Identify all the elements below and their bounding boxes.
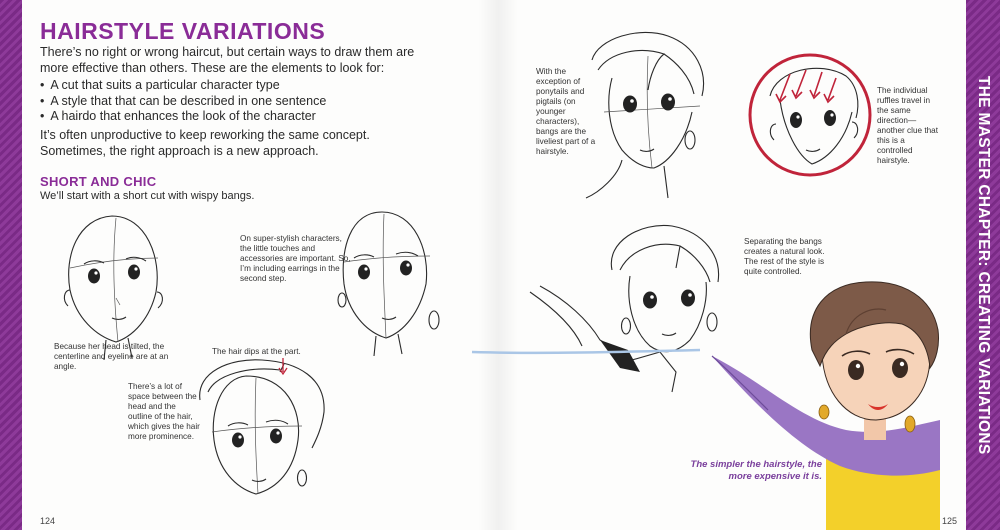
side-chapter-title-text: THE MASTER CHAPTER: CREATING VARIATIONS (975, 75, 992, 455)
section-intro: We’ll start with a short cut with wispy bangs. (40, 190, 255, 202)
sketch-head-step1 (64, 216, 162, 360)
bullet-item: • A cut that suits a particular character type (40, 78, 460, 94)
sketch-head-step3 (200, 358, 324, 494)
caption-hair-dips: The hair dips at the part. (212, 347, 301, 356)
bullet-item: • A hairdo that enhances the look of the character (40, 109, 460, 125)
sketch-bangs-head (586, 32, 704, 198)
colored-character (712, 282, 940, 530)
note-paragraph: It’s often unproductive to keep reworking the same concept. Sometimes, the right approach is a new approach. (40, 128, 370, 158)
intro-paragraph: There’s no right or wrong haircut, but certain ways to draw them are more effective than others. These are the elements to look for: (40, 45, 415, 75)
caption-ruffles: The individual ruffles travel in the same direction—another clue that this is a controlled hairstyle. (877, 86, 938, 165)
page-title: HAIRSTYLE VARIATIONS (40, 18, 326, 44)
sketch-head-step2 (338, 212, 439, 356)
caption-separating: Separating the bangs creates a natural look. The rest of the style is quite controlled. (744, 237, 825, 276)
sketch-scarf-head (472, 225, 719, 392)
closing-caption: The simpler the hairstyle, the more expensive it is. (690, 459, 822, 482)
section-title: SHORT AND CHIC (40, 174, 157, 189)
caption-space: There’s a lot of space between the head and the outline of the hair, which gives the hair more prominence. (128, 382, 200, 441)
bullet-item: • A style that that can be described in one sentence (40, 94, 460, 110)
page-number-left: 124 (40, 516, 56, 526)
ruffles-detail-circle (750, 55, 870, 175)
caption-tilted: Because her head is tilted, the centerline and eyeline are at an angle. (54, 342, 169, 371)
page-number-right: 125 (942, 516, 958, 526)
caption-accessories: On super-stylish characters, the little touches and accessories are important. So, I’m including earrings in the second step. (240, 234, 351, 283)
caption-ponytails: With the exception of ponytails and pigtails (on younger characters), bangs are the liveliest part of a hairstyle. (536, 67, 596, 156)
